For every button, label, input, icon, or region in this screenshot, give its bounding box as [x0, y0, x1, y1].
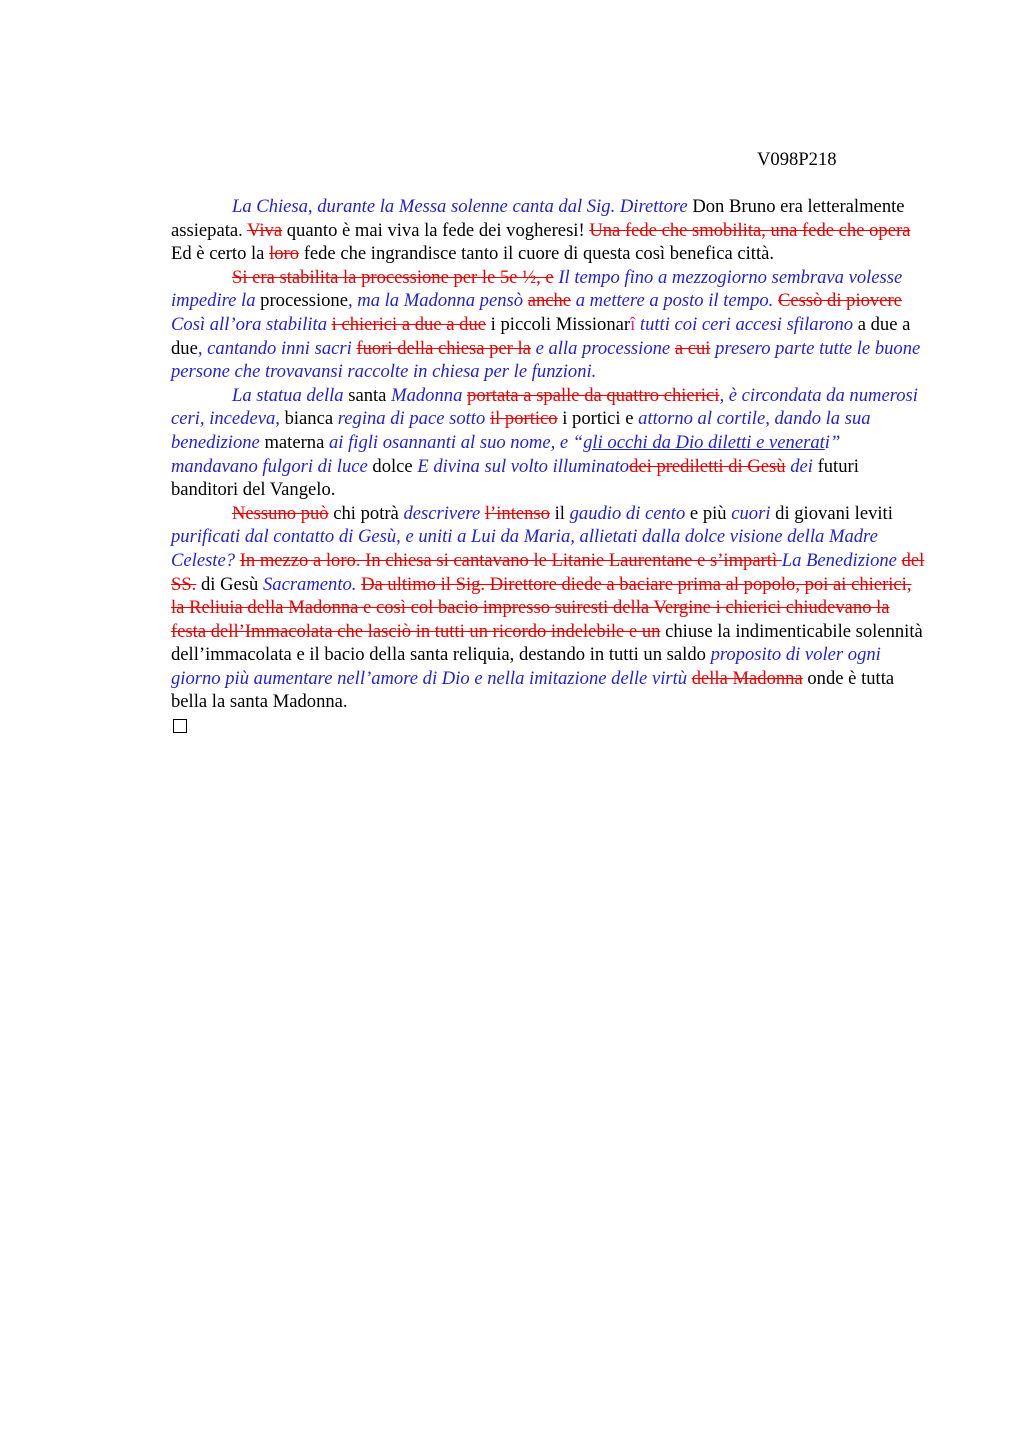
- original-text: bianca: [279, 408, 338, 430]
- underlined-quote: gli occhi da Dio diletti e venerat: [583, 431, 825, 453]
- inserted-text: i” mandavano fulgori di luce: [171, 431, 841, 477]
- original-text: futuri banditori del Vangelo.: [171, 455, 859, 501]
- original-text: di giovani leviti: [770, 502, 893, 524]
- deleted-text: loro: [269, 243, 300, 265]
- empty-square-icon: [173, 719, 187, 733]
- deleted-text: Da ultimo il Sig. Direttore diede a baciare prima al popolo, poi ai chierici, la Reliuia della Madonna e così col bacio impresso suiresti della Vergine i chierici chiudevano la festa dell’Immacolata che lasciò in tutti un ricordo indelebile e un: [171, 573, 912, 642]
- deleted-text: fuori della chiesa per la: [356, 337, 531, 359]
- inserted-text: Così all’ora stabilita: [171, 313, 332, 335]
- original-text: a due a due: [171, 313, 911, 359]
- inserted-text: purificati dal contatto di Gesù, e uniti a Lui da Maria, allietati dalla dolce visione della Madre Celeste?: [171, 526, 878, 571]
- deleted-text: il portico: [489, 408, 558, 430]
- original-text: santa: [343, 384, 392, 406]
- inserted-text: Il tempo fino a mezzogiorno sembrava volesse impedire la: [171, 266, 903, 312]
- original-text: i piccoli Missionar: [486, 313, 631, 335]
- original-text: processione: [255, 290, 348, 312]
- inserted-text: ai figli osannanti al suo nome, e “: [329, 431, 584, 453]
- inserted-text: regina di pace sotto: [337, 408, 490, 430]
- deleted-text: Cessò di piovere: [777, 290, 902, 312]
- inserted-text: Madonna: [391, 384, 468, 406]
- inserted-text: Sacramento.: [262, 573, 362, 595]
- paragraph-3: [171, 384, 927, 502]
- inserted-text: descrivere: [403, 502, 485, 524]
- inserted-text: , è circondata da numerosi ceri, incedeva,: [171, 384, 918, 430]
- deleted-text: della Madonna: [691, 667, 803, 689]
- original-text: materna: [259, 431, 329, 453]
- original-text: il: [549, 502, 570, 524]
- deleted-text: anche: [527, 290, 572, 312]
- deleted-text: portata a spalle da quattro chierici: [467, 384, 720, 406]
- original-text: fede che ingrandisce tanto il cuore di questa così benefica città.: [299, 243, 775, 265]
- deleted-text: dei prediletti di Gesù: [629, 455, 786, 477]
- inserted-text: e alla processione: [530, 337, 675, 359]
- inserted-text: La Chiesa, durante la Messa solenne canta dal Sig. Direttore: [232, 196, 688, 217]
- inserted-text: attorno al cortile, dando la sua benedizione: [171, 408, 871, 453]
- deleted-text: Una fede che smobilita, una fede che opera: [589, 219, 911, 241]
- deleted-text: l’intenso: [484, 502, 550, 524]
- inserted-text: gaudio di cento: [569, 502, 686, 524]
- deleted-text: Si era stabilita la processione per le 5e ½, e: [232, 266, 554, 288]
- original-text: e più: [685, 502, 732, 524]
- original-text: dolce: [367, 455, 418, 477]
- paragraph-4: [171, 502, 927, 714]
- inserted-text: cuori: [731, 502, 771, 524]
- inserted-text: tutti coi ceri accesi sfilarono: [635, 313, 854, 335]
- deleted-text: Nessuno può: [232, 502, 329, 524]
- deleted-text: In mezzo a loro. In chiesa si cantavano le Litanie Laurentane e s’impartì: [239, 549, 782, 571]
- page-identifier: V098P218: [757, 149, 837, 170]
- inserted-text: , ma la Madonna pensò: [347, 290, 528, 312]
- original-text: quanto è mai viva la fede dei vogheresi!: [282, 219, 590, 241]
- inserted-text: proposito di voler ogni giorno più aumentare nell’amore di Dio e nella imitazione delle virtù: [171, 644, 881, 689]
- deleted-text: i chierici a due a due: [331, 313, 487, 335]
- paragraph-2: [171, 266, 927, 384]
- inserted-text: La Benedizione: [781, 549, 902, 571]
- original-text: Don Bruno era letteralmente assiepata.: [171, 196, 905, 241]
- original-text: Ed è certo la: [171, 243, 270, 265]
- inserted-text: E divina sul volto illuminato: [417, 455, 630, 477]
- inserted-text: dei: [785, 455, 813, 477]
- original-text: di Gesù: [196, 573, 263, 595]
- inserted-text: a mettere a posto il tempo.: [571, 290, 778, 312]
- original-text: chi potrà: [328, 502, 404, 524]
- original-text: chiuse la indimenticabile solennità dell’immacolata e il bacio della santa reliquia, destando in tutti un saldo: [171, 620, 923, 666]
- paragraph-1: [171, 195, 927, 266]
- document-body: [171, 195, 927, 733]
- inserted-text: La statua della: [232, 384, 344, 406]
- deleted-text: Viva: [247, 219, 283, 241]
- deleted-text: a cui: [674, 337, 711, 359]
- inserted-text: , cantando inni sacri: [197, 337, 357, 359]
- inserted-text: presero parte tutte le buone persone che trovavansi raccolte in chiesa per le funzioni.: [171, 337, 921, 383]
- deleted-text: del SS.: [171, 549, 925, 595]
- modified-character: î: [630, 313, 636, 335]
- original-text: onde è tutta bella la santa Madonna.: [171, 667, 895, 713]
- original-text: i portici e: [557, 408, 639, 430]
